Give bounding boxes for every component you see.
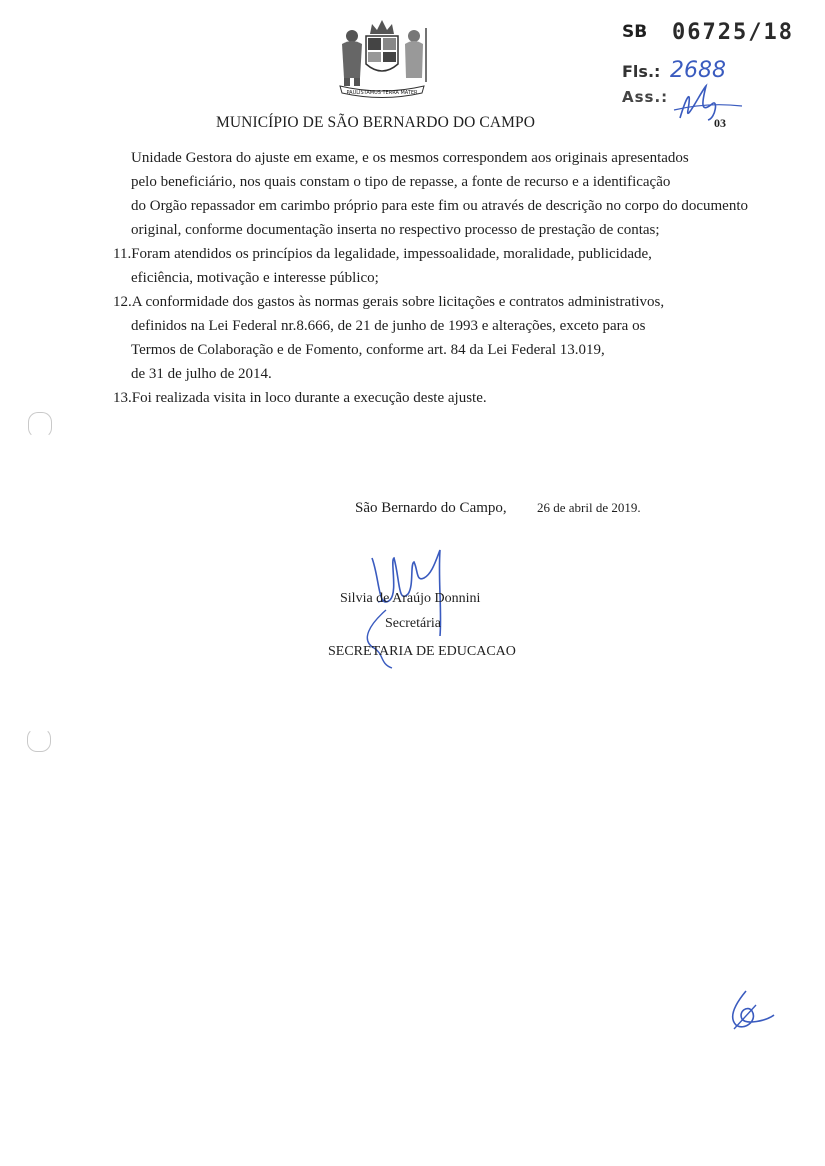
initials-signature-top: [672, 80, 747, 135]
closing-place: São Bernardo do Campo,: [355, 500, 507, 516]
item-11: [113, 242, 652, 290]
text-line: pelo beneficiário, nos quais constam o tipo de repasse, a fonte de recurso e a identificação: [131, 174, 671, 190]
text-line: original, conforme documentação inserta no respectivo processo de prestação de contas;: [131, 222, 660, 238]
text-line: Termos de Colaboração e de Fomento, conforme art. 84 da Lei Federal 13.019,: [131, 342, 605, 358]
fls-label: Fls.:: [622, 62, 661, 81]
punch-hole-bottom: [27, 728, 51, 752]
process-number: 06725/18: [672, 20, 794, 45]
item10-continuation: [131, 146, 748, 242]
text-line: eficiência, motivação e interesse público;: [131, 270, 379, 286]
initials-mark-bottom: [722, 985, 782, 1040]
signatory-role: Secretária: [385, 616, 441, 631]
municipal-crest: [332, 16, 432, 103]
crest-motto: PAULISTAMUS TERRA MATER: [346, 90, 418, 96]
text-line: de 31 de julho de 2014.: [131, 366, 272, 382]
text-line: do Orgão repassador em carimbo próprio para este fim ou através de descrição no corpo do documento: [131, 198, 749, 214]
text-line: Unidade Gestora do ajuste em exame, e os mesmos correspondem aos originais apresentados: [131, 150, 689, 166]
text-line: 12.A conformidade dos gastos às normas gerais sobre licitações e contratos administrativos,: [113, 294, 665, 310]
municipality-title: MUNICÍPIO DE SÃO BERNARDO DO CAMPO: [216, 114, 536, 131]
closing-date: 26 de abril de 2019.: [537, 500, 641, 515]
fls-value: 2688: [670, 58, 726, 83]
signatory-department: SECRETARIA DE EDUCACAO: [328, 644, 516, 659]
text-line: definidos na Lei Federal nr.8.666, de 21 de junho de 1993 e alterações, exceto para os: [131, 318, 646, 334]
stamp-prefix: SB: [622, 22, 648, 42]
page-number: 03: [714, 116, 726, 130]
text-line: 11.Foram atendidos os princípios da legalidade, impessoalidade, moralidade, publicidade,: [113, 246, 652, 262]
item-13: 13.Foi realizada visita in loco durante a execução deste ajuste.: [113, 390, 487, 406]
ass-label: Ass.:: [622, 88, 669, 106]
punch-hole-top: [28, 412, 52, 438]
signatory-name: Silvia de Araújo Donnini: [340, 591, 481, 606]
item-12: [113, 290, 664, 386]
